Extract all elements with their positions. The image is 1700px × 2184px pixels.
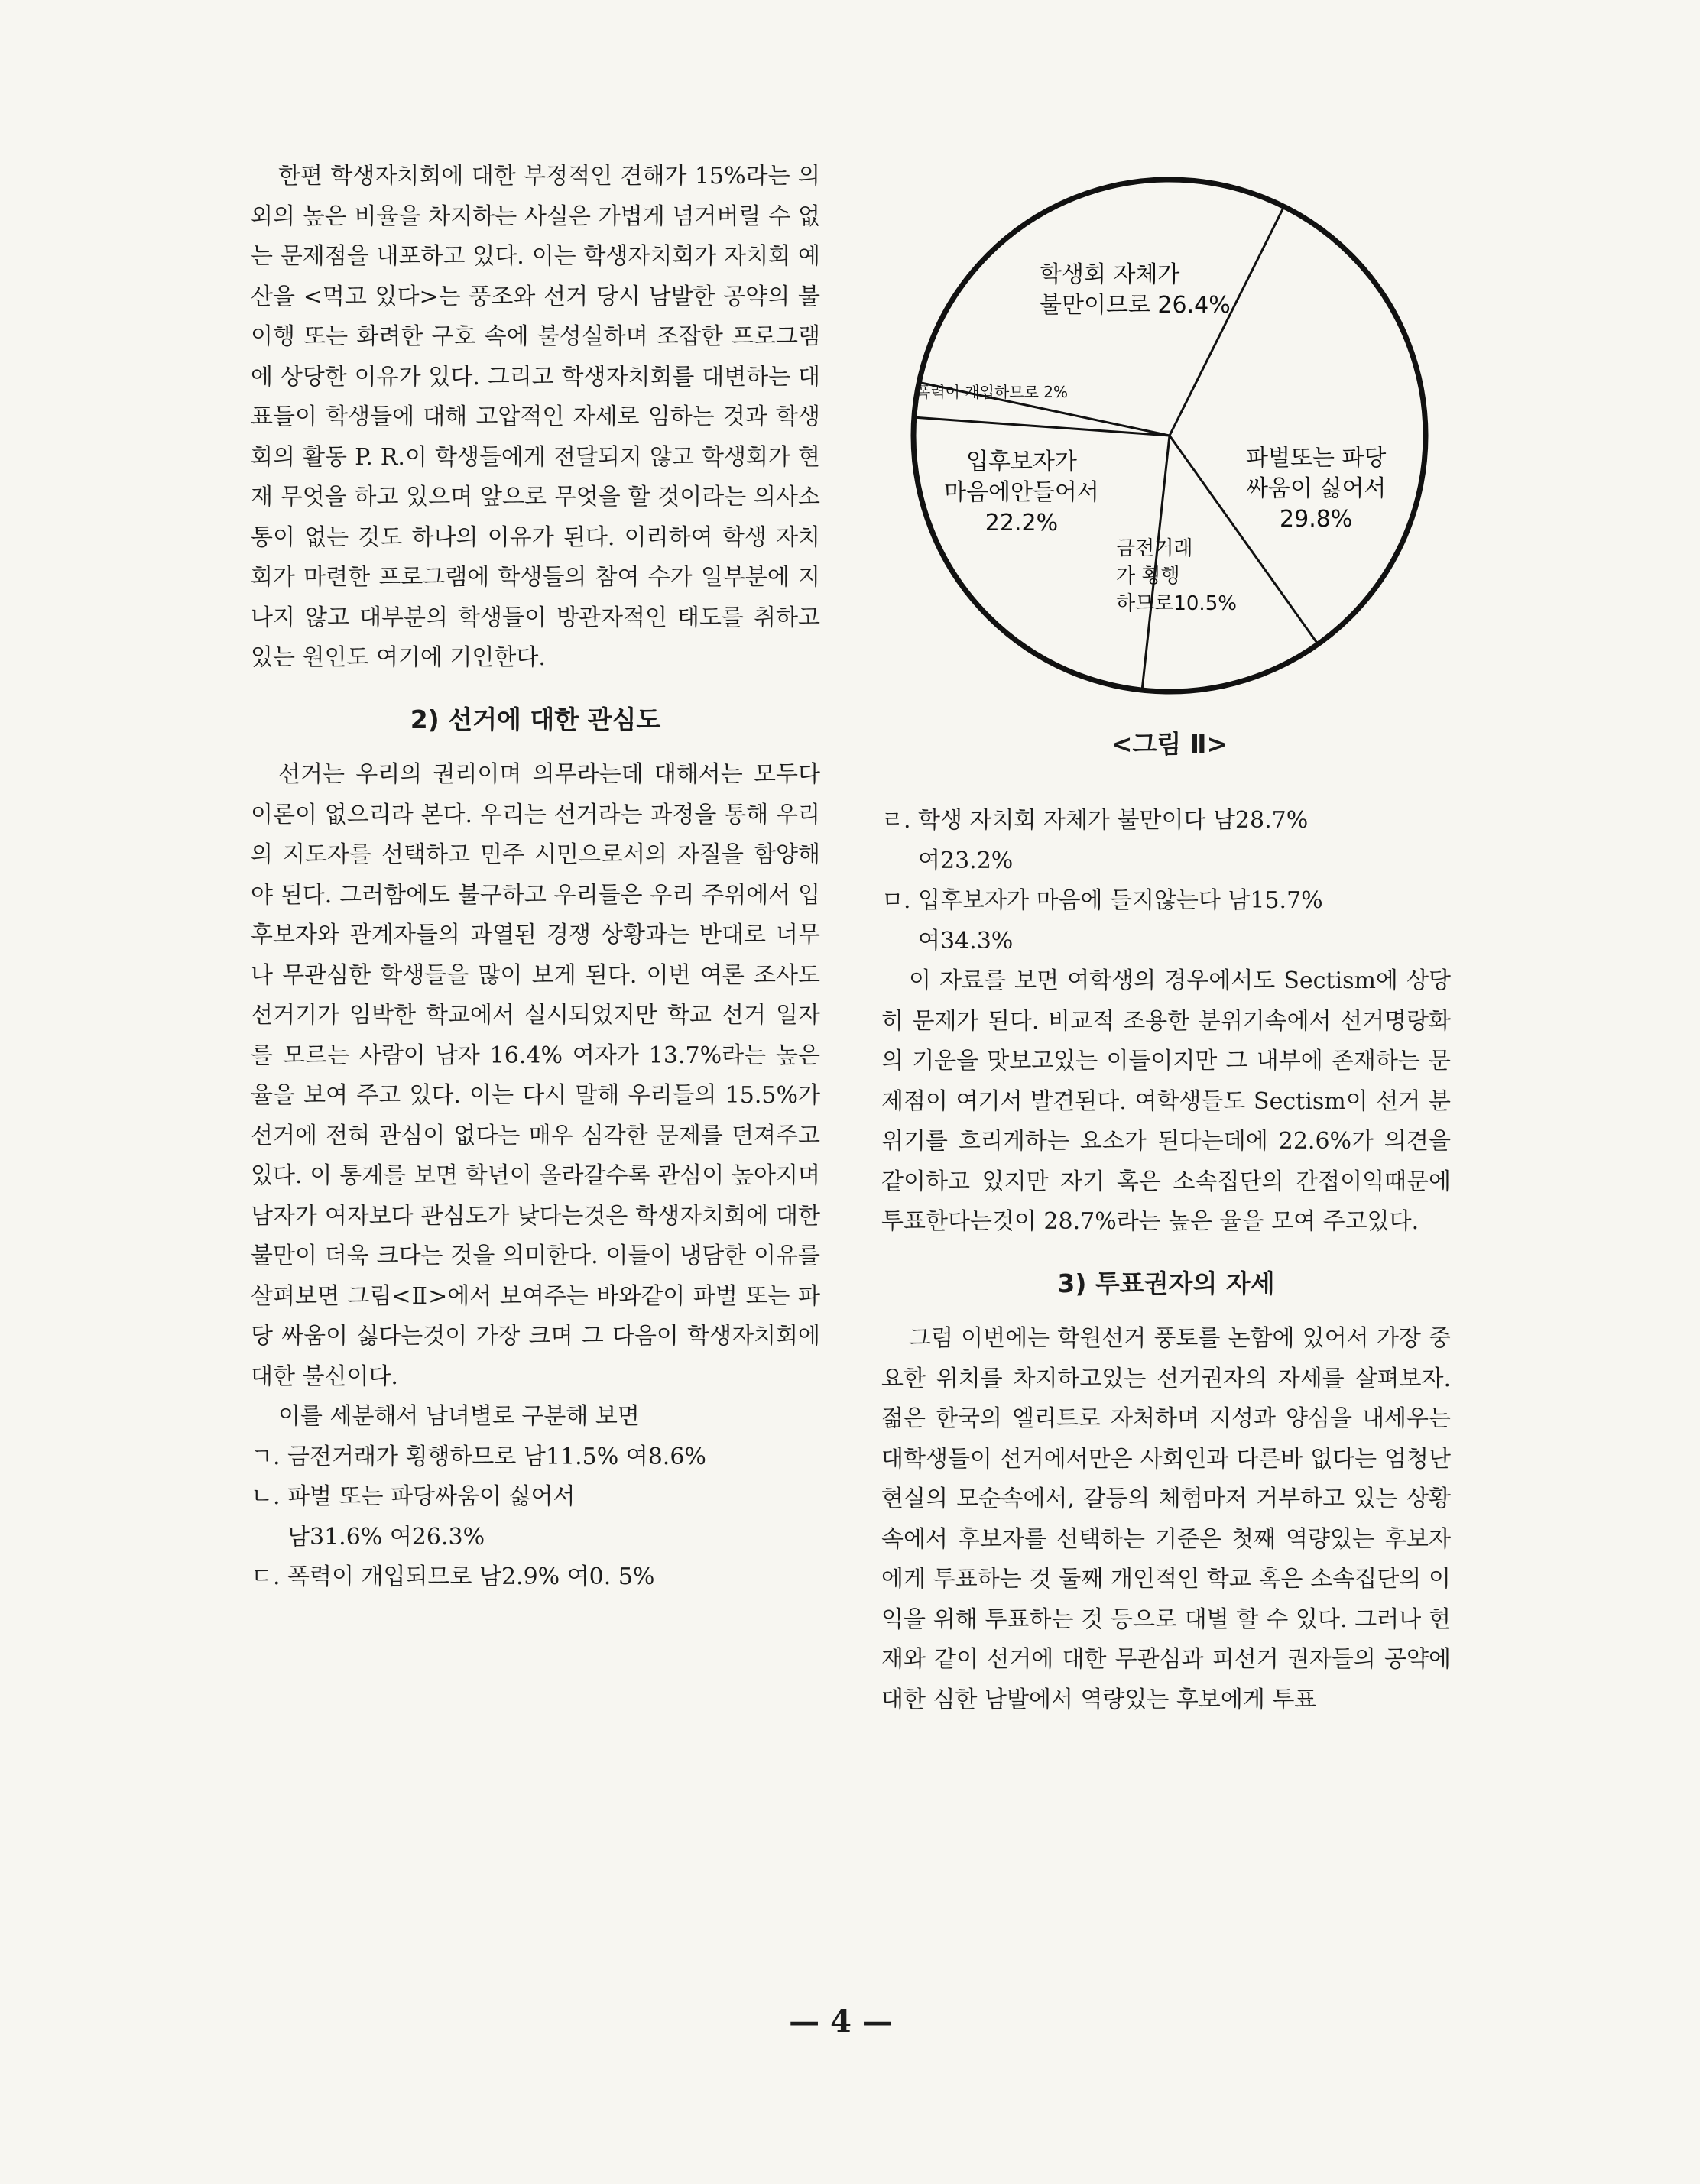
list-item: 남31.6% 여26.3% [287, 1523, 485, 1551]
list-item: ㄹ. 학생 자치회 자체가 불만이다 남28.7% [881, 807, 1309, 834]
pie-label-candidates: 입후보자가 마음에안들어서 22.2% [944, 449, 1099, 536]
paragraph: 한편 학생자치회에 대한 부정적인 견해가 15%라는 의외의 높은 비율을 차지하는 사실은 가볍게 넘거버릴 수 없는 문제점을 내포하고 있다. 이는 학생자치회가 자치회 예산을 <먹고 있다>는 풍조와 선거 당시 남발한 공약의 불이행 또는 화려한 구호 속에 불성실하며 조잡한 프로그램에 상당한 이유가 있다. 그리고 학생자치회를 대변하는 대표들이 학생들에 대해 고압적인 자세로 임하는 것과 학생회의 활동 P. R.이 학생들에게 전달되지 않고 학생회가 현재 무엇을 하고 있으며 앞으로 무엇을 할 것이라는 의사소통이 없는 것도 하나의 이유가 된다. 이리하여 학생 자치회가 마련한 프로그램에 학생들의 참여 수가 일부분에 지나지 않고 대부분의 학생들이 방관자적인 태도를 취하고 있는 원인도 여기에 기인한다. [251, 163, 820, 671]
list-item: ㄱ. 금전거래가 횡행하므로 남11.5% 여8.6% [251, 1443, 706, 1470]
pie-slice-boundary-faction-fights [1170, 206, 1284, 436]
pie-chart-figure [887, 160, 1452, 757]
paragraph: 그럼 이번에는 학원선거 풍토를 논함에 있어서 가장 중요한 위치를 차지하고있는 선거권자의 자세를 살펴보자. 젊은 한국의 엘리트로 자처하며 지성과 양심을 내세우는 대학생들이 선거에서만은 사회인과 다른바 없다는 엄청난 현실의 모순속에서, 갈등의 체험마저 거부하고 있는 상황 속에서 후보자를 선택하는 기준은 첫째 역량있는 후보자에게 투표하는 것 둘째 개인적인 학교 혹은 소속집단의 이익을 위해 투표하는 것 등으로 대별 할 수 있다. 그러나 현재와 같이 선거에 대한 무관심과 피선거 권자들의 공약에 대한 심한 남발에서 역량있는 후보에게 투표 [881, 1325, 1451, 1713]
paragraph: 이 자료를 보면 여학생의 경우에서도 Sectism에 상당히 문제가 된다. 비교적 조용한 분위기속에서 선거명랑화의 기운을 맛보고있는 이들이지만 그 내부에 존재하는 문제점이 여기서 발견된다. 여학생들도 Sectism이 선거 분위기를 흐리게하는 요소가 된다는데에 22.6%가 의견을 같이하고 있지만 자기 혹은 소속집단의 간접이익때문에 투표한다는것이 28.7%라는 높은 율을 모여 주고있다. [881, 967, 1451, 1235]
pie-chart [887, 160, 1452, 711]
list-item: 여23.2% [918, 847, 1014, 874]
pie-label-faction-fights: 파벌또는 파당 싸움이 싫어서 29.8% [1246, 445, 1387, 533]
pie-label-money: 금전거래 가 횡행 하므로10.5% [1116, 537, 1237, 615]
pie-label-student-council: 학생회 자체가 불만이므로 26.4% [1040, 261, 1231, 319]
figure-caption: <그림 Ⅱ> [1111, 729, 1228, 759]
pie-label-violence: 폭력이 개입하므로 2% [916, 383, 1069, 401]
page-number: — 4 — [789, 2004, 893, 2040]
list-item: ㅁ. 입후보자가 마음에 들지않는다 남15.7% [881, 887, 1323, 914]
left-column [251, 157, 820, 1598]
list-item: ㄷ. 폭력이 개입되므로 남2.9% 여0. 5% [251, 1563, 655, 1590]
right-column [881, 801, 1451, 1720]
list-item: 여34.3% [918, 927, 1014, 954]
section-heading: 2) 선거에 대한 관심도 [410, 704, 661, 734]
paragraph: 선거는 우리의 권리이며 의무라는데 대해서는 모두다 이론이 없으리라 본다. 우리는 선거라는 과정을 통해 우리의 지도자를 선택하고 민주 시민으로서의 자질을 함양해야 된다. 그러함에도 불구하고 우리들은 우리 주위에서 입후보자와 관계자들의 과열된 경쟁 상황과는 반대로 너무나 무관심한 학생들을 많이 보게 된다. 이번 여론 조사도 선거기가 임박한 학교에서 실시되었지만 학교 선거 일자를 모르는 사람이 남자 16.4% 여자가 13.7%라는 높은 율을 보여 주고 있다. 이는 다시 말해 우리들의 15.5%가 선거에 전혀 관심이 없다는 매우 심각한 문제를 던져주고 있다. 이 통계를 보면 학년이 올라갈수록 관심이 높아지며 남자가 여자보다 관심도가 낮다는것은 학생자치회에 대한 불만이 더욱 크다는 것을 의미한다. 이들이 냉담한 이유를 살펴보면 그림<Ⅱ>에서 보여주는 바와같이 파벌 또는 파당 싸움이 싫다는것이 가장 크며 그 다음이 학생자치회에 대한 불신이다. [251, 761, 820, 1390]
paragraph: 이를 세분해서 남녀별로 구분해 보면 [278, 1403, 640, 1430]
section-heading: 3) 투표권자의 자세 [1057, 1268, 1275, 1298]
list-item: ㄴ. 파벌 또는 파당싸움이 싫어서 [251, 1483, 576, 1510]
